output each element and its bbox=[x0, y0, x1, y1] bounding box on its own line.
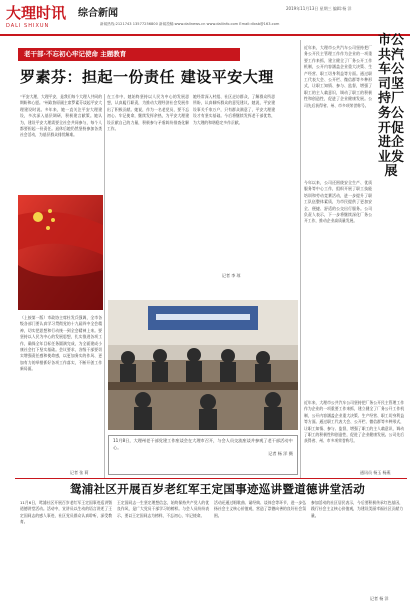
column-divider bbox=[300, 40, 301, 478]
bottom-article-col-3: 活动还通过唱歌曲、诵经典、谈体会等环节，进一步弘扬社会主义核心价值观，营造了崇德向善的良好社会氛围。 bbox=[214, 500, 306, 518]
photo-caption-box bbox=[108, 435, 298, 475]
left-article: （上接第一版）市政协主席杜发兵强调，全市各级各部门要认真学习贯彻党的十九届四中全会精神，切实把思想和行动统一到全会精神上来。要坚持以人民为中心的发展思想，扎实推进各项工作，确保全年目标任务圆满完成，为全面建成小康社会打下坚实基础。会议要求，各级干部要切实增强责任感和使命感，以更加务实的作风、更加有力的举措抓好各项工作落实，不断开创工作新局面。 bbox=[20, 315, 102, 372]
column-banner: 老干部·不忘初心牢记使命 主题教育 bbox=[18, 48, 240, 61]
main-article-col-2: 在工作中，她始终坚持以人民为中心的发展思想，认真履行职责，为推动大理经济社会发展作出了积极贡献。她说，作为一名老党员，要不忘初心、牢记使命，继续发挥余热，为平安大理建设贡献自己的力量，积极参与矛盾纠纷排查化解工作。 bbox=[107, 94, 189, 132]
main-headline: 罗素芬：担起一份责任 建设平安大理 bbox=[20, 68, 274, 86]
left-article-byline: 记者 张 莉 bbox=[70, 470, 89, 475]
masthead bbox=[0, 0, 410, 40]
side-article-title: 市公共汽车公司坚持厂务公开促进企业发展 bbox=[377, 33, 404, 180]
side-article-intro: 近年来，大理市公共汽车公司坚持把厂务公开民主管理工作作为企业的一项重要工作来抓，建立健全了厂务公开工作机制，公开内容涵盖企业重大决策、生产经营、职工切身利益等方面。通过职工代表大会、公开栏、微信群等多种形式，让职工知情、参与、监督，增强了职工的主人翁意识，调动了职工的积极性和创造性，促进了企业健康发展。公司先后获得省、州、市多项荣誉称号。 bbox=[304, 45, 372, 108]
bottom-article-byline: 记者 杨 洋 bbox=[370, 596, 389, 601]
header-divider bbox=[0, 34, 410, 36]
issue-date: 2019年11月13日 星期三 编辑:杨 洋 bbox=[286, 6, 352, 11]
bottom-article-title: 鸳浦社区开展百岁老红军王定国事迹巡讲暨道德讲堂活动 bbox=[70, 482, 365, 496]
section-divider bbox=[15, 478, 407, 479]
flag-photo bbox=[18, 195, 103, 310]
bottom-article-col-1: 11月6日，鸳浦社区开展百岁老红军王定国事迹巡讲暨道德讲堂活动。活动中，宣讲员以生动的语言讲述了王定国同志的感人事迹，社区党员群众认真聆听，深受教育。 bbox=[20, 500, 112, 525]
photo-credit: 记者 杨 洋 摄 bbox=[268, 451, 293, 456]
side-article-body: 今年以来，公司还围绕安全生产、优质服务等中心工作，组织开展了职工技能培训和劳动竞赛活动，进一步提升了职工队伍整体素质，为市民提供了更加安全、便捷、舒适的公交出行服务。公司负责人表示，下一步将继续深化厂务公开工作，推动企业高质量发展。 bbox=[304, 180, 372, 224]
newspaper-logo-subtitle: DALI SHIXUN bbox=[6, 23, 50, 29]
bottom-article-col-2: 王定国同志一生坚定理想信念，始终保持共产党人的优良作风，是广大党员干部学习的榜样。与会人员纷纷表示，要以王定国同志为榜样，不忘初心，牢记使命。 bbox=[117, 500, 209, 518]
bottom-article-col-4: 参加活动的社区居民表示，今后要积极传承红色基因，践行社会主义核心价值观，为建设美丽幸福社区贡献力量。 bbox=[311, 500, 403, 518]
newspaper-logo: 大理时讯 bbox=[6, 4, 67, 22]
side-article-extra: 近年来，大理市公共汽车公司坚持把厂务公开民主管理工作作为企业的一项重要工作来抓，建立健全了厂务公开工作机制，公开内容涵盖企业重大决策、生产经营、职工切身利益等方面。通过职工代表大会、公开栏、微信群等多种形式，让职工知情、参与、监督，增强了职工的主人翁意识，调动了职工的积极性和创造性，促进了企业健康发展。公司先后获得省、州、市多项荣誉称号。 bbox=[304, 400, 404, 444]
main-article-byline: 记者 李 琼 bbox=[222, 273, 241, 278]
side-article-byline: 通讯员 杨玉 杨燕 bbox=[360, 470, 391, 475]
photo-caption: 11月8日，大理州老干部党建工作座谈会在大理市召开，与会人员交流座谈并参观了老干部活动中心。 bbox=[113, 438, 293, 450]
main-article-col-1: “平安大理，大理平安，是我们每个大理人共同的期盼和心愿。”州政协原副主席罗素芬谈起平安大理建设时说。多年来，她一直关注平安大理建设，多次深入基层调研，积极建言献策。她认为，建设平安大理需要全社会共同参与，每个人都要担起一份责任。退休后她仍然坚持参加各类社会活动，为基层群众排忧解难。 bbox=[20, 94, 102, 138]
main-article-col-3: 她经常深入村组、社区走访群众，了解群众所思所盼，认真倾听群众的意见建议。她说，平安建设事关千家万户，只有群众满意了，平安大理建设才有坚实基础。今后将继续发挥老干部优势，为大理的和谐稳定多作贡献。 bbox=[193, 94, 275, 125]
meeting-photo bbox=[108, 300, 298, 430]
contact-info: 新闻热线:2121743 13577256800 新闻投稿:www.dalinews.cn www.daliinfo.com Email:dlxsb@163.com bbox=[100, 22, 280, 26]
section-name: 综合新闻 bbox=[78, 8, 118, 19]
column-divider bbox=[104, 94, 105, 479]
